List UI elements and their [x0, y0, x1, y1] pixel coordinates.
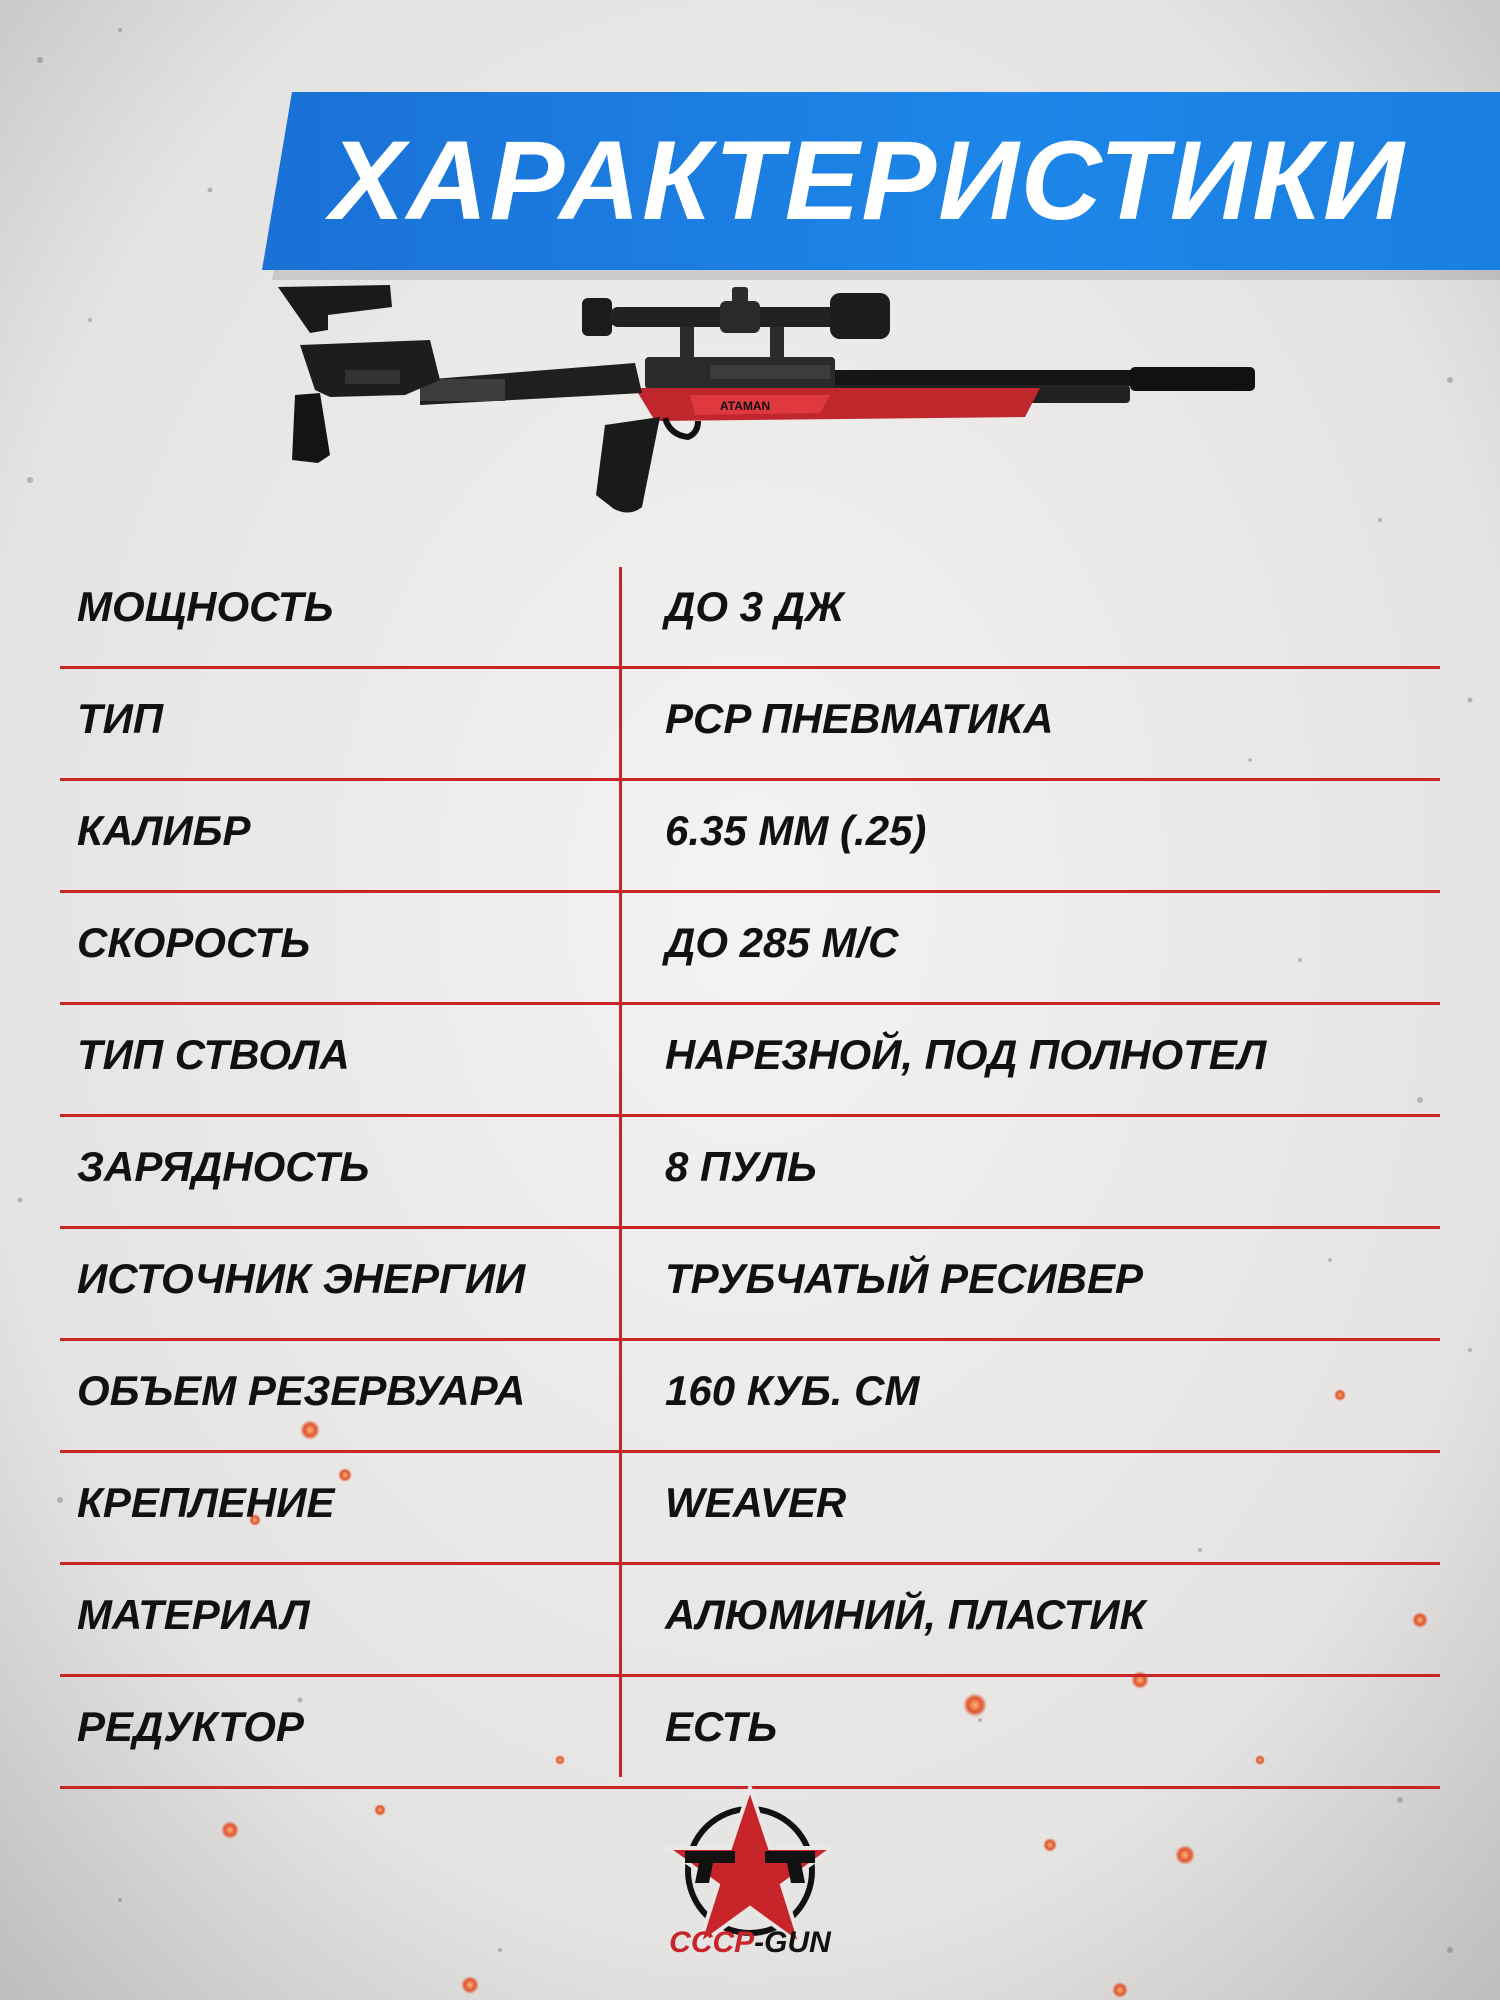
spec-label: ОБЪЕМ РЕЗЕРВУАРА [77, 1367, 526, 1414]
table-row [60, 1229, 1440, 1341]
page-title: ХАРАКТЕРИСТИКИ [330, 118, 1406, 243]
table-divider [619, 567, 622, 1777]
spec-value: WEAVER [665, 1479, 847, 1526]
spec-value: ЕСТЬ [665, 1703, 778, 1750]
spec-label: КАЛИБР [77, 807, 251, 854]
spec-label: ЗАРЯДНОСТЬ [77, 1143, 370, 1190]
spec-label: РЕДУКТОР [77, 1703, 304, 1750]
svg-text:ATAMAN: ATAMAN [720, 399, 771, 413]
table-row [60, 893, 1440, 1005]
spec-label: МАТЕРИАЛ [77, 1591, 310, 1638]
spec-label: ТИП [77, 695, 164, 742]
spec-value: НАРЕЗНОЙ, ПОД ПОЛНОТЕЛ [665, 1031, 1267, 1078]
specs-table [60, 557, 1440, 1789]
spec-value: PCP ПНЕВМАТИКА [665, 695, 1054, 742]
table-row [60, 1005, 1440, 1117]
spec-value: ДО 285 М/С [665, 919, 899, 966]
logo-text-part2: -GUN [754, 1926, 831, 1959]
table-row [60, 1117, 1440, 1229]
spec-label: КРЕПЛЕНИЕ [77, 1479, 335, 1526]
spec-value: АЛЮМИНИЙ, ПЛАСТИК [665, 1591, 1146, 1638]
spec-value: 160 КУБ. СМ [665, 1367, 920, 1414]
table-row [60, 1677, 1440, 1789]
logo-text [640, 1923, 860, 1963]
spec-value: 8 ПУЛЬ [665, 1143, 817, 1190]
table-row [60, 1453, 1440, 1565]
table-row [60, 1565, 1440, 1677]
rifle-image [270, 285, 1290, 530]
spec-label: СКОРОСТЬ [77, 919, 311, 966]
spec-value: ТРУБЧАТЫЙ РЕСИВЕР [665, 1255, 1143, 1302]
table-row [60, 781, 1440, 893]
logo-text-part1: CCCP [669, 1926, 755, 1959]
spec-value: 6.35 ММ (.25) [665, 807, 927, 854]
table-row [60, 557, 1440, 669]
spec-label: ТИП СТВОЛА [77, 1031, 350, 1078]
spec-value: ДО 3 ДЖ [665, 583, 844, 630]
table-row [60, 669, 1440, 781]
table-row [60, 1341, 1440, 1453]
scope-icon [582, 287, 890, 357]
spec-label: МОЩНОСТЬ [77, 583, 334, 630]
spec-label: ИСТОЧНИК ЭНЕРГИИ [77, 1255, 526, 1302]
